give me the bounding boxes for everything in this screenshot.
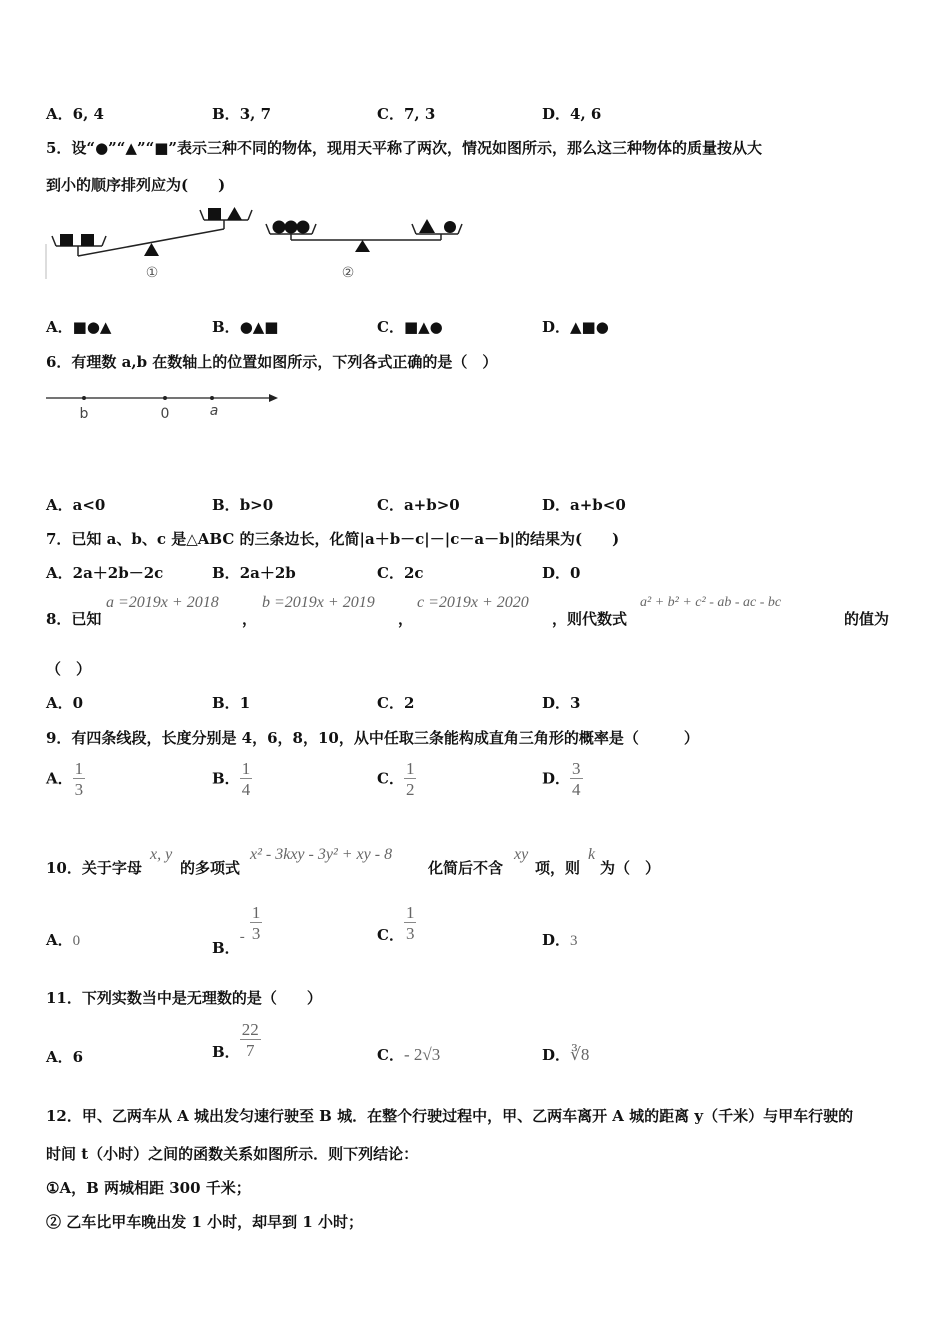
q10-mid1: 的多项式 xyxy=(180,859,241,877)
q8-sep-2: ， xyxy=(398,610,414,628)
balance-1 xyxy=(46,207,252,281)
q6-option-b: B．b>0 xyxy=(212,496,274,514)
q8-eq-c: c =2019x + 2020 xyxy=(417,594,529,611)
q12-item-2: ② 乙车比甲车晚出发 1 小时，却早到 1 小时； xyxy=(46,1213,363,1231)
q5-option-d: D．▲■● xyxy=(542,318,609,336)
q4-option-c: C．7, 3 xyxy=(377,105,436,123)
q5-option-a: A．■●▲ xyxy=(46,318,112,336)
q10-polynomial: x² - 3kxy - 3y² + xy - 8 xyxy=(250,846,393,863)
number-line-figure xyxy=(44,388,284,424)
q8-eq-a: a =2019x + 2018 xyxy=(106,594,219,611)
q9-option-a: A． $\frac{1}{3}$ xyxy=(46,759,84,799)
q7-stem: 7．已知 a、b、c 是△ABC 的三条边长，化简|a＋b－c|－|c－a－b|的结果为( ) xyxy=(46,530,620,548)
q4-option-a: A．6, 4 xyxy=(46,105,104,123)
q8-prefix: 8．已知 xyxy=(46,610,102,628)
q7-option-d: D．0 xyxy=(542,564,581,582)
q8-option-c: C．2 xyxy=(377,694,415,712)
q5-option-b: B．●▲■ xyxy=(212,318,279,336)
q8-option-a: A．0 xyxy=(46,694,84,712)
svg-text:a: a xyxy=(209,403,219,419)
q5-stem-line1: 5．设“●”“▲”“■”表示三种不同的物体，现用天平称了两次，情况如图所示，那么这三种物体的质量按从大 xyxy=(46,139,763,157)
q8-option-d: D．3 xyxy=(542,694,581,712)
q9-option-c: C． $\frac{1}{2}$ xyxy=(377,759,415,799)
svg-text:0: 0 xyxy=(160,406,170,422)
q10-option-a: A．0 xyxy=(46,931,81,949)
balance-figure xyxy=(44,204,469,289)
q9-stem: 9．有四条线段，长度分别是 4，6，8，10，从中任取三条能构成直角三角形的概率是（ ） xyxy=(46,729,699,747)
q10-vars: x, y xyxy=(150,846,173,863)
q9-option-d: D． $\frac{3}{4}$ xyxy=(542,759,581,799)
q4-option-d: D．4, 6 xyxy=(542,105,602,123)
q5-stem-line2: 到小的顺序排列应为( ) xyxy=(46,176,226,194)
q10-option-d: D．3 xyxy=(542,931,578,949)
q8-suffix: 的值为 xyxy=(844,610,890,628)
q6-option-a: A．a<0 xyxy=(46,496,106,514)
q11-option-a: A．6 xyxy=(46,1048,84,1066)
q10-term: xy xyxy=(514,846,529,863)
q6-stem: 6．有理数 a,b 在数轴上的位置如图所示，下列各式正确的是（ ） xyxy=(46,353,498,371)
q10-suffix: 为（ ） xyxy=(600,859,661,877)
q12-item-1: ①A，B 两城相距 300 千米； xyxy=(46,1179,251,1197)
q4-option-b: B．3, 7 xyxy=(212,105,272,123)
q7-option-a: A．2a＋2b－2c xyxy=(46,564,164,582)
q5-option-c: C．■▲● xyxy=(377,318,443,336)
q11-option-b: B． $\frac{22}{7}$ xyxy=(212,1020,259,1061)
q6-option-d: D．a+b<0 xyxy=(542,496,626,514)
q8-stem-line2: （ ） xyxy=(46,660,92,678)
svg-text:b: b xyxy=(79,406,89,422)
q7-option-c: C．2c xyxy=(377,564,424,582)
q8-eq-b: b =2019x + 2019 xyxy=(262,594,375,611)
q8-option-b: B．1 xyxy=(212,694,251,712)
q8-sep-1: ， xyxy=(242,610,258,628)
balance-2 xyxy=(266,219,462,281)
q10-prefix: 10．关于字母 xyxy=(46,859,142,877)
q11-stem: 11．下列实数当中是无理数的是（ ） xyxy=(46,989,322,1007)
svg-text:②: ② xyxy=(341,265,355,281)
q10-k: k xyxy=(588,846,596,863)
q7-option-b: B．2a＋2b xyxy=(212,564,296,582)
q12-stem-line1: 12．甲、乙两车从 A 城出发匀速行驶至 B 城．在整个行驶过程中，甲、乙两车离开 A 城的距离 y（千米）与甲车行驶的 xyxy=(46,1107,854,1125)
q11-option-d: D．∛8 xyxy=(542,1045,590,1064)
q9-option-b: B． $\frac{1}{4}$ xyxy=(212,759,251,799)
q8-mid: ，则代数式 xyxy=(552,610,628,628)
svg-text:①: ① xyxy=(145,265,159,281)
q6-option-c: C．a+b>0 xyxy=(377,496,460,514)
q10-option-b: B．- $\frac{1}{3}$ xyxy=(212,903,261,957)
q10-option-c: C． $\frac{1}{3}$ xyxy=(377,903,415,944)
q12-stem-line2: 时间 t（小时）之间的函数关系如图所示．则下列结论： xyxy=(46,1145,419,1163)
q10-mid3: 项，则 xyxy=(535,859,581,877)
q10-mid2: 化简后不含 xyxy=(428,859,504,877)
q11-option-c: C．- 2√3 xyxy=(377,1045,441,1064)
q8-expression: a² + b² + c² - ab - ac - bc xyxy=(640,595,782,610)
